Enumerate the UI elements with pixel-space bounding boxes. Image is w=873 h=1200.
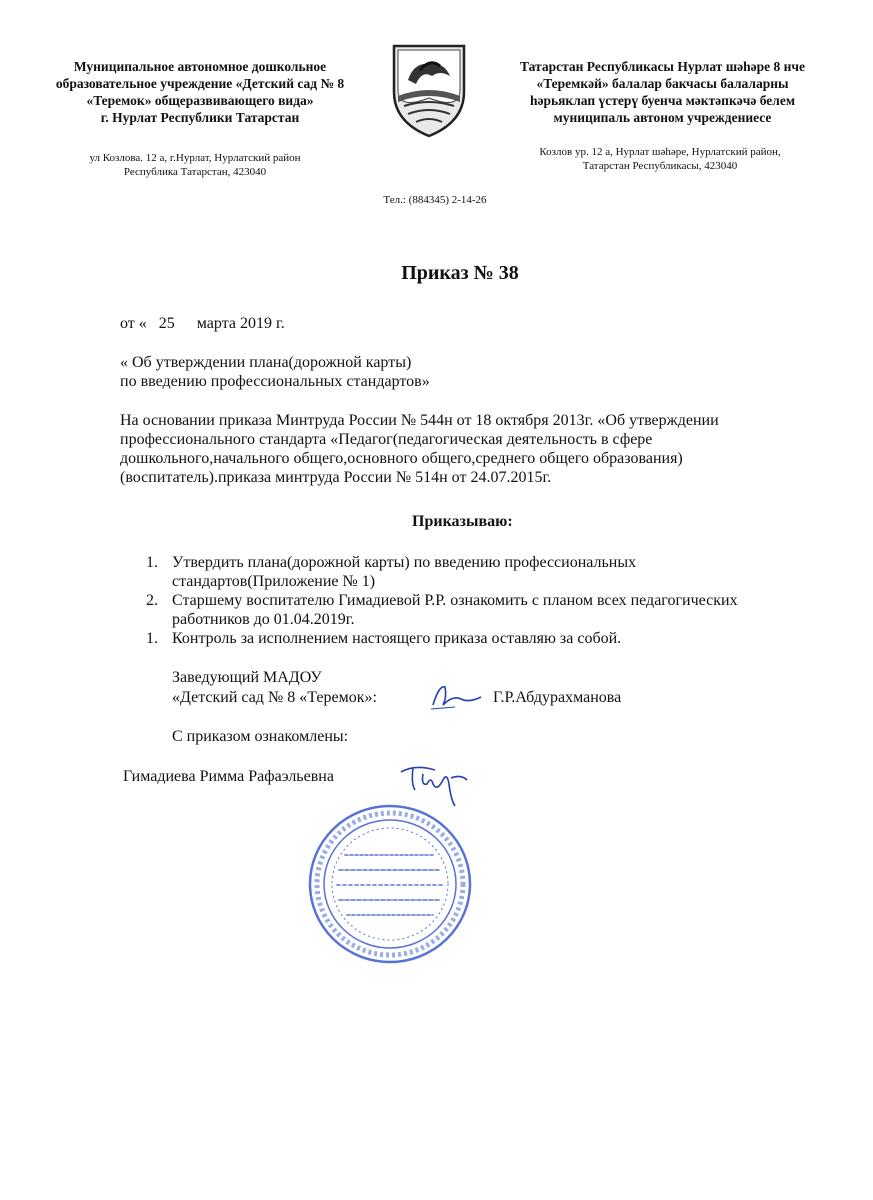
page-title: Приказ № 38: [401, 262, 519, 284]
order-item-line: стандартов(Приложение № 1): [172, 573, 376, 590]
header-right-address-line: Татарстан Республикасы, 423040: [582, 160, 738, 172]
order-basis-line: дошкольного,начального общего,основного общего,среднего общего образования): [120, 450, 683, 467]
order-date-prefix: от «: [120, 315, 147, 332]
order-item-line: Старшему воспитателю Гимадиевой Р.Р. ознакомить с планом всех педагогических: [172, 592, 738, 609]
order-item-number: 2.: [146, 592, 158, 609]
order-date-rest: марта 2019 г.: [196, 315, 285, 332]
header-left-address-line: Республика Татарстан, 423040: [123, 166, 267, 178]
header-right-line: «Теремкәй» балалар бакчасы балаларны: [536, 76, 789, 91]
header-right-line: һәрьяклап үстерү буенча мәктәпкәчә белем: [529, 93, 796, 108]
order-basis-line: На основании приказа Минтруда России № 544н от 18 октября 2013г. «Об утверждении: [120, 412, 719, 429]
header-left-org: [30, 58, 370, 126]
order-items: [146, 553, 826, 648]
familiar-name: Гимадиева Римма Рафаэльевна: [123, 768, 334, 785]
head-name: Г.Р.Абдурахманова: [493, 689, 622, 706]
order-item-number: 1.: [146, 630, 158, 647]
header-right-address: [500, 145, 820, 173]
head-org: «Детский сад № 8 «Теремок»:: [172, 689, 377, 706]
order-date-day: 25: [158, 315, 175, 332]
order-item: [146, 553, 826, 591]
header-left-line: «Теремок» общеразвивающего вида»: [86, 93, 314, 108]
order-basis-line: профессионального стандарта «Педагог(педагогическая деятельность в сфере: [120, 431, 653, 448]
order-item-line: Контроль за исполнением настоящего приказа оставляю за собой.: [172, 630, 622, 647]
order-subject: [120, 353, 720, 391]
order-basis: [120, 411, 840, 487]
order-item-number: 1.: [146, 554, 158, 571]
header-left-address: [40, 151, 350, 179]
order-item: [146, 591, 826, 629]
header-right-org: [490, 58, 835, 126]
order-subject-line: по введению профессиональных стандартов»: [120, 373, 430, 390]
order-item-line: Утвердить плана(дорожной карты) по введению профессиональных: [172, 554, 637, 571]
order-word: Приказываю:: [412, 513, 513, 530]
order-basis-line: (воспитатель).приказа минтруда России № 514н от 24.07.2015г.: [120, 469, 552, 486]
order-subject-line: « Об утверждении плана(дорожной карты): [120, 354, 412, 371]
header-left-line: образовательное учреждение «Детский сад № 8: [55, 76, 345, 91]
header-left-address-line: ул Козлова. 12 а, г.Нурлат, Нурлатский район: [89, 152, 301, 164]
header-left-line: Муниципальное автономное дошкольное: [73, 59, 327, 74]
header-right-line: Татарстан Республикасы Нурлат шәһәре 8 нче: [519, 59, 806, 74]
coat-of-arms-emblem: [386, 40, 472, 140]
head-signature: [425, 680, 485, 712]
order-item-line: работников до 01.04.2019г.: [172, 611, 355, 628]
order-date: [120, 314, 420, 333]
header-left-line: г. Нурлат Республики Татарстан: [100, 110, 300, 125]
official-stamp-seal: [305, 800, 475, 968]
order-item: [146, 629, 826, 648]
header-right-address-line: Козлов ур. 12 а, Нурлат шәһәре, Нурлатский район,: [539, 146, 781, 158]
header-right-line: муниципаль автоном учреждениесе: [553, 110, 772, 125]
header-phone: Тел.: (884345) 2-14-26: [383, 194, 487, 206]
head-title: Заведующий МАДОУ: [172, 669, 322, 686]
familiar-heading: С приказом ознакомлены:: [172, 728, 349, 745]
